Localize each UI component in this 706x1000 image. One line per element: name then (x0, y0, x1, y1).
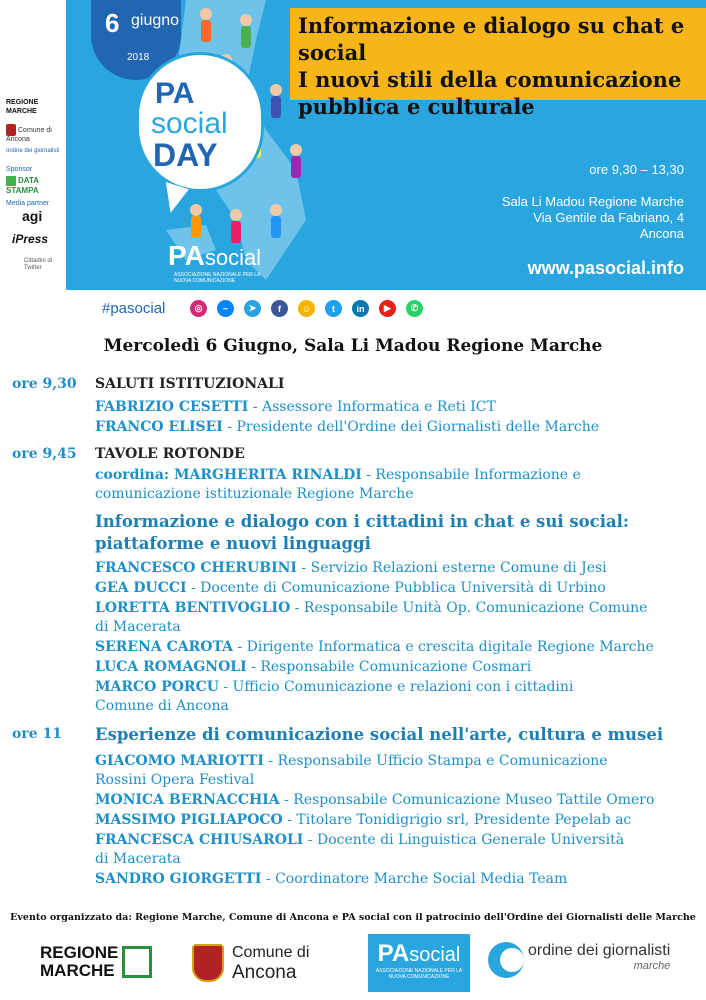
instagram-icon[interactable]: ◎ (190, 300, 207, 317)
social-icons-row (190, 300, 423, 317)
time-label: ore 9,45 (12, 446, 77, 462)
datastampa-icon (6, 176, 16, 186)
bubble-line-social: social (151, 107, 228, 140)
headline-box (290, 8, 706, 119)
snapchat-icon[interactable]: ☺ (298, 300, 315, 317)
date-month: giugno (131, 12, 180, 29)
pasocial-logo-subtitle: ASSOCIAZIONE NAZIONALE PER LA NUOVA COMUNICAZIONE (174, 272, 261, 284)
pasocial-pa: PA (377, 940, 410, 967)
hashtag: #pasocial (102, 300, 166, 317)
topic-heading: Esperienze di comunicazione social nell'arte, cultura e musei (95, 725, 664, 744)
bubble-line-pa: PA (155, 77, 195, 110)
regione-logo-line: MARCHE (40, 961, 115, 980)
event-city: Ancona (639, 226, 684, 241)
time-label: ore 9,30 (12, 376, 77, 392)
whatsapp-icon[interactable]: ✆ (406, 300, 423, 317)
youtube-icon[interactable]: ▶ (379, 300, 396, 317)
bubble-line-day: DAY (153, 137, 218, 173)
comune-logo-line: Ancona (232, 962, 297, 983)
speaker-line: coordina: MARGHERITA RINALDI - Responsabile Informazione e (95, 467, 581, 483)
pa-social-day-bubble (136, 52, 264, 192)
speaker-line: LUCA ROMAGNOLI - Responsabile Comunicazione Cosmari (95, 659, 532, 675)
speaker-line: FRANCESCA CHIUSAROLI - Docente di Linguistica Generale Università (95, 832, 625, 848)
speaker-line-cont: di Macerata (95, 851, 181, 867)
event-venue: Sala Li Madou Regione Marche (501, 194, 684, 209)
speaker-line: GIACOMO MARIOTTI - Responsabile Ufficio Stampa e Comunicazione (95, 753, 608, 769)
section-heading: SALUTI ISTITUZIONALI (95, 376, 285, 392)
speaker-line: FRANCESCO CHERUBINI - Servizio Relazioni esterne Comune di Jesi (95, 560, 607, 576)
datastampa-logo: DATA STAMPA (6, 176, 39, 195)
pasocial-footer-logo (368, 934, 470, 992)
speaker-line-cont: comunicazione istituzionale Regione Marche (95, 486, 414, 502)
regione-marche-logo (40, 944, 118, 980)
event-subtitle: Mercoledì 6 Giugno, Sala Li Madou Regione Marche (103, 336, 603, 356)
pasocial-social: social (409, 944, 461, 966)
speaker-line: MASSIMO PIGLIAPOCO - Titolare Tonidigrigio srl, Presidente Pepelab ac (95, 812, 632, 828)
header-banner (66, 0, 706, 290)
speaker-line-cont: Comune di Ancona (95, 698, 229, 714)
linkedin-icon[interactable]: in (352, 300, 369, 317)
telegram-icon[interactable]: ➤ (244, 300, 261, 317)
website-link[interactable]: www.pasocial.info (527, 258, 684, 278)
pasocial-footer-subtitle: ASSOCIAZIONE NAZIONALE PER LA NUOVA COMUNICAZIONE (375, 968, 463, 980)
speaker-line: LORETTA BENTIVOGLIO - Responsabile Unità Op. Comunicazione Comune (95, 600, 648, 616)
facebook-icon[interactable]: f (271, 300, 288, 317)
ordine-logo-line: marche (633, 960, 671, 972)
comune-logo-line: Comune di (232, 944, 310, 961)
speaker-line: SERENA CAROTA - Dirigente Informatica e crescita digitale Regione Marche (95, 639, 654, 655)
media-partner-label: Media partner (6, 200, 50, 207)
sidebar-partners (0, 96, 66, 296)
regione-logo-line: REGIONE (40, 943, 119, 962)
organizer-note: Evento organizzato da: Regione Marche, Comune di Ancona e PA social con il patrocinio dell'Ordine dei Giornalisti delle Marche (10, 912, 696, 923)
speaker-line-cont: di Macerata (95, 619, 181, 635)
headline-line: I nuovi stili della comunicazione (298, 67, 682, 92)
speaker-line: MARCO PORCU - Ufficio Comunicazione e relazioni con i cittadini (95, 679, 574, 695)
date-year: 2018 (127, 52, 150, 63)
pasocial-logo-social: social (204, 245, 262, 270)
event-time: ore 9,30 – 13,30 (589, 162, 684, 177)
headline-line: pubblica e culturale (298, 94, 535, 119)
time-label: ore 11 (12, 726, 62, 742)
pasocial-logo-pa: PA (168, 240, 205, 271)
speaker-line: SANDRO GIORGETTI - Coordinatore Marche Social Media Team (95, 871, 568, 887)
coat-of-arms-icon (6, 124, 16, 136)
ordine-small-logo: ordine dei giornalisti (6, 148, 60, 154)
ordine-logo-line: ordine dei giornalisti (528, 942, 671, 959)
pasocial-logo (168, 240, 262, 284)
agi-logo: agi (22, 208, 43, 224)
speaker-line: MONICA BERNACCHIA - Responsabile Comunicazione Museo Tattile Omero (95, 792, 655, 808)
event-info (502, 162, 684, 242)
sponsor-label: Sponsor (6, 166, 33, 173)
regione-emblem-icon (122, 946, 152, 978)
section-heading: TAVOLE ROTONDE (95, 446, 245, 462)
cittadini-twitter-logo: Cittadini di Twitter (24, 258, 53, 271)
comune-ancona-small-logo: Comune di Ancona (6, 124, 62, 144)
date-day: 6 (105, 8, 120, 38)
coat-of-arms-icon (192, 944, 224, 982)
speaker-line: GEA DUCCI - Docente di Comunicazione Pubblica Università di Urbino (95, 580, 606, 596)
headline-line: Informazione e dialogo su chat e social (298, 13, 685, 65)
event-address: Via Gentile da Fabriano, 4 (533, 210, 684, 225)
speaker-line: FABRIZIO CESETTI - Assessore Informatica e Reti ICT (95, 399, 496, 415)
twitter-icon[interactable]: t (325, 300, 342, 317)
topic-heading: piattaforme e nuovi linguaggi (95, 534, 371, 553)
regione-marche-small-logo: REGIONE MARCHE (6, 99, 39, 115)
messenger-icon[interactable]: ~ (217, 300, 234, 317)
topic-heading: Informazione e dialogo con i cittadini in chat e sui social: (95, 512, 630, 531)
ipress-logo: iPress (12, 232, 49, 246)
speaker-line-cont: Rossini Opera Festival (95, 772, 255, 788)
speaker-line: FRANCO ELISEI - Presidente dell'Ordine dei Giornalisti delle Marche (95, 419, 600, 435)
